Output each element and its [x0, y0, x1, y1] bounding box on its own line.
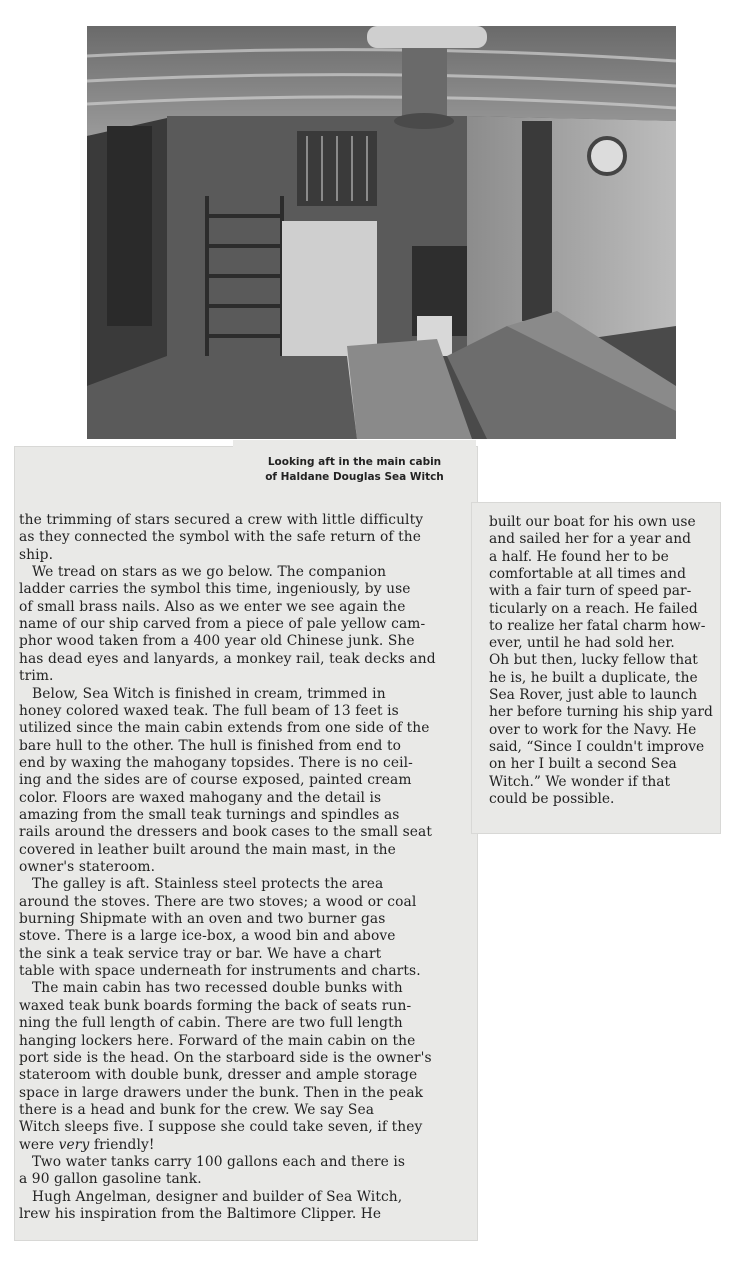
- right-text-line: comfortable at all times and: [489, 565, 686, 582]
- right-text-line: on her I built a second Sea: [489, 756, 677, 773]
- cabin-photo: [87, 26, 676, 439]
- right-text-line: to realize her fatal charm how-: [489, 617, 706, 634]
- left-text-line: space in large drawers under the bunk. Then in the peak: [19, 1084, 424, 1101]
- left-text-line: We tread on stars as we go below. The companion: [32, 564, 387, 581]
- left-text-line: around the stoves. There are two stoves; a wood or coal: [19, 893, 417, 910]
- left-text-line: were very friendly!: [19, 1136, 155, 1153]
- right-text-line: Witch.” We wonder if that: [489, 773, 671, 790]
- right-text-line: a half. He found her to be: [489, 548, 669, 565]
- right-text-line: he is, he built a duplicate, the: [489, 669, 698, 686]
- left-text-line: color. Floors are waxed mahogany and the detail is: [19, 789, 382, 806]
- left-text-line: The main cabin has two recessed double bunks with: [32, 980, 403, 997]
- left-text-line: utilized since the main cabin extends from one side of the: [19, 720, 430, 737]
- right-text-line: said, “Since I couldn't improve: [489, 738, 705, 755]
- left-text-line: port side is the head. On the starboard side is the owner's: [19, 1049, 432, 1066]
- right-text-line: over to work for the Navy. He: [489, 721, 697, 738]
- left-text-line: waxed teak bunk boards forming the back of seats run-: [19, 997, 412, 1014]
- left-text-line: the sink a teak service tray or bar. We have a chart: [19, 945, 382, 962]
- left-text-line: has dead eyes and lanyards, a monkey rail, teak decks and: [19, 650, 436, 667]
- left-text-line: Below, Sea Witch is finished in cream, trimmed in: [32, 685, 386, 702]
- right-text-line: ticularly on a reach. He failed: [489, 600, 698, 617]
- right-text-line: with a fair turn of speed par-: [489, 583, 692, 600]
- right-text-line: ever, until he had sold her.: [489, 635, 675, 652]
- caption-line-2: of Haldane Douglas Sea Witch: [265, 471, 444, 483]
- left-text-line: the trimming of stars secured a crew with little difficulty: [19, 512, 424, 528]
- right-text-line: her before turning his ship yard: [489, 704, 713, 721]
- left-text-line: ship.: [19, 546, 54, 563]
- left-text-line: Witch sleeps five. I suppose she could take seven, if they: [19, 1119, 423, 1136]
- left-text-line: covered in leather built around the main mast, in the: [19, 841, 396, 858]
- left-text-line: stove. There is a large ice-box, a wood bin and above: [19, 928, 396, 945]
- left-text-line: lrew his inspiration from the Baltimore Clipper. He: [19, 1206, 382, 1222]
- right-text-line: Oh but then, lucky fellow that: [489, 652, 698, 669]
- left-text-line: burning Shipmate with an oven and two burner gas: [19, 911, 386, 928]
- left-text-line: phor wood taken from a 400 year old Chinese junk. She: [19, 633, 415, 650]
- left-text-line: ladder carries the symbol this time, ingeniously, by use: [19, 581, 411, 598]
- left-text-line: of small brass nails. Also as we enter we see again the: [19, 598, 406, 615]
- left-text-line: rails around the dressers and book cases to the small seat: [19, 824, 433, 841]
- photo-caption: [233, 440, 476, 490]
- left-text-line: ning the full length of cabin. There are two full length: [19, 1015, 403, 1032]
- left-text-line: The galley is aft. Stainless steel protects the area: [32, 876, 384, 893]
- right-text-line: could be possible.: [489, 790, 615, 807]
- left-text-line: as they connected the symbol with the safe return of the: [19, 529, 421, 546]
- left-text-line: there is a head and bunk for the crew. We say Sea: [19, 1101, 375, 1118]
- left-text-line: ing and the sides are of course exposed, painted cream: [19, 772, 412, 789]
- left-text-line: end by waxing the mahogany topsides. There is no ceil-: [19, 754, 413, 771]
- left-text-line: stateroom with double bunk, dresser and ample storage: [19, 1067, 418, 1084]
- left-text-line: owner's stateroom.: [19, 859, 156, 875]
- right-text-line: built our boat for his own use: [489, 514, 696, 530]
- left-text-line: Two water tanks carry 100 gallons each and there is: [32, 1153, 406, 1170]
- right-text-line: and sailed her for a year and: [489, 531, 691, 548]
- left-text-line: bare hull to the other. The hull is finished from end to: [19, 737, 402, 754]
- left-text-line: Hugh Angelman, designer and builder of Sea Witch,: [32, 1188, 403, 1205]
- left-text-line: honey colored waxed teak. The full beam of 13 feet is: [19, 702, 399, 719]
- left-text-line: hanging lockers here. Forward of the main cabin on the: [19, 1032, 416, 1049]
- left-text-line: table with space underneath for instruments and charts.: [19, 963, 421, 980]
- caption-line-1: Looking aft in the main cabin: [267, 456, 442, 468]
- right-text-line: Sea Rover, just able to launch: [489, 687, 698, 703]
- left-text-line: a 90 gallon gasoline tank.: [19, 1171, 202, 1188]
- left-text-line: amazing from the small teak turnings and spindles as: [19, 806, 400, 823]
- ship-cabin-photo-icon: [87, 26, 676, 439]
- left-text-line: name of our ship carved from a piece of pale yellow cam-: [19, 616, 426, 633]
- left-text-line: trim.: [19, 668, 54, 685]
